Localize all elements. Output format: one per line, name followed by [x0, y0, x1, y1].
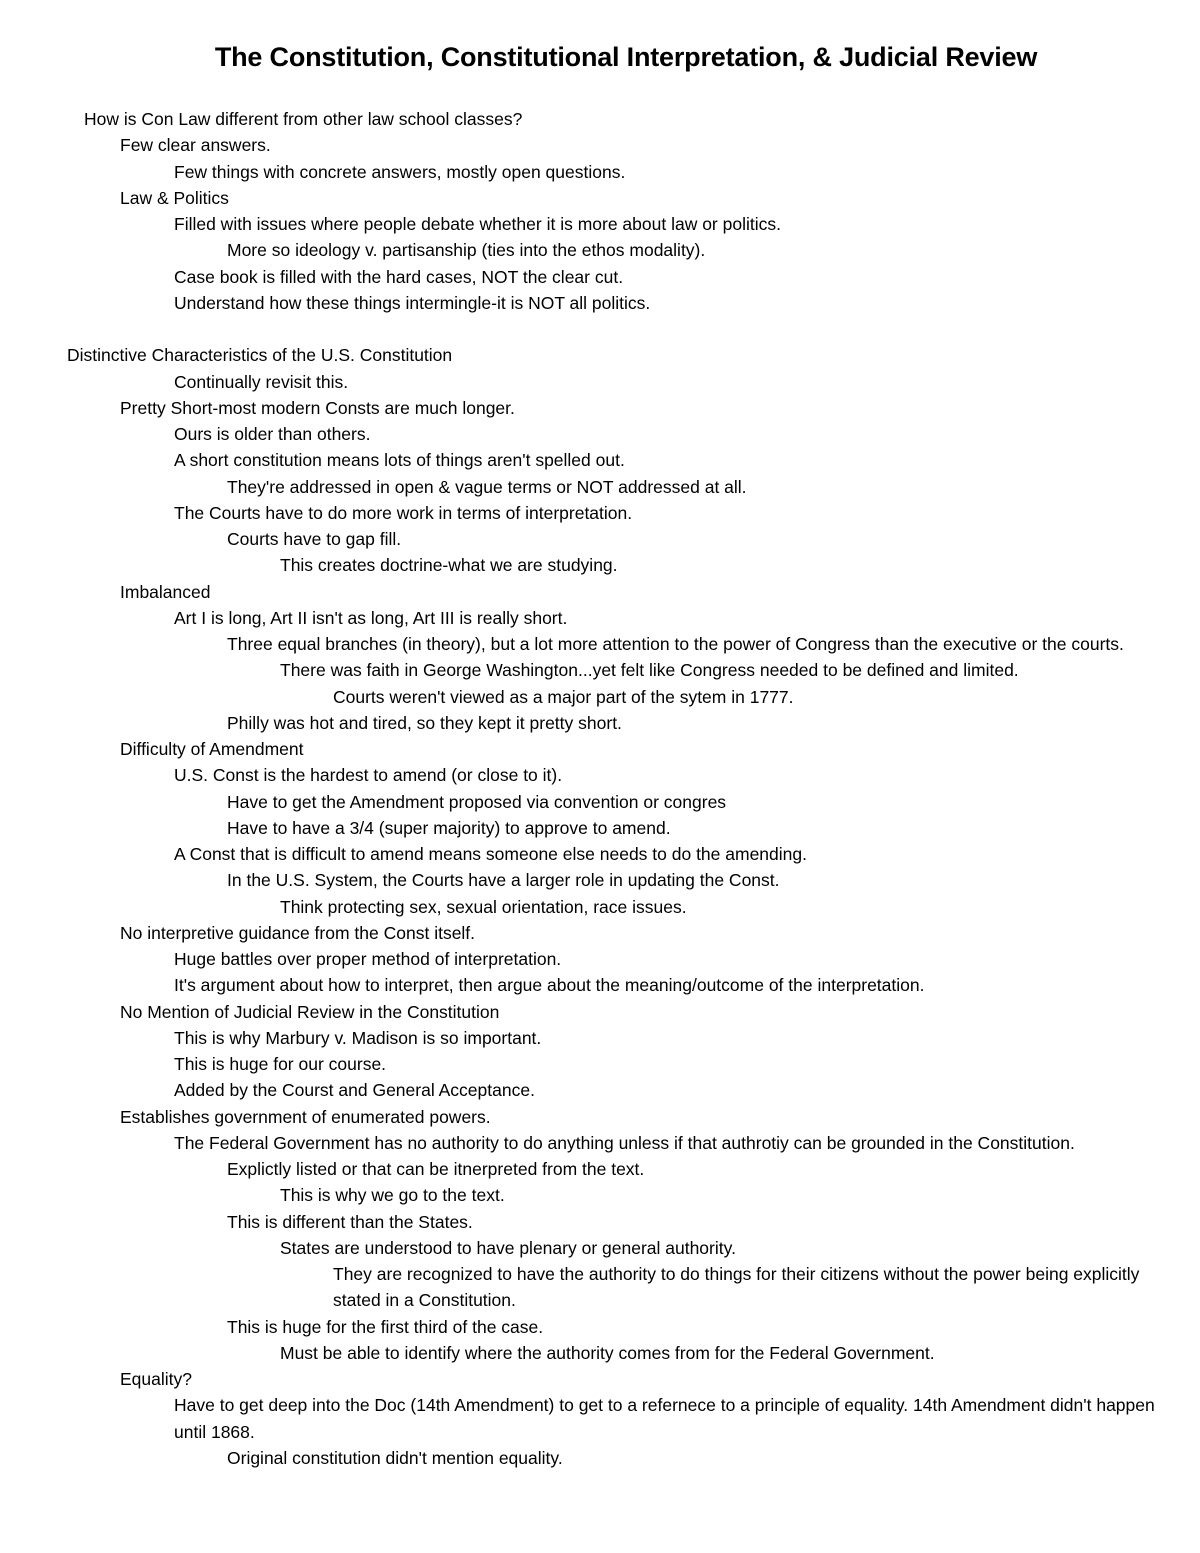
outline-line: Have to have a 3/4 (super majority) to approve to amend.: [227, 817, 671, 838]
outline-notes: [0, 106, 1200, 1471]
outline-line: More so ideology v. partisanship (ties into the ethos modality).: [227, 240, 706, 261]
outline-line: Distinctive Characteristics of the U.S. Constitution: [67, 345, 453, 366]
outline-line: This is why Marbury v. Madison is so important.: [174, 1027, 542, 1048]
outline-line: How is Con Law different from other law school classes?: [84, 109, 523, 129]
outline-line: Philly was hot and tired, so they kept it pretty short.: [227, 712, 622, 733]
outline-line: States are understood to have plenary or general authority.: [280, 1237, 736, 1258]
outline-line: This is why we go to the text.: [280, 1185, 505, 1206]
outline-line: Continually revisit this.: [174, 371, 349, 392]
outline-line: Added by the Courst and General Acceptance.: [174, 1080, 535, 1101]
outline-line: Ours is older than others.: [174, 424, 371, 444]
outline-line: They're addressed in open & vague terms or NOT addressed at all.: [227, 476, 747, 497]
document-title: The Constitution, Constitutional Interpretation, & Judicial Review: [214, 42, 1038, 72]
outline-line: Think protecting sex, sexual orientation, race issues.: [280, 896, 687, 917]
outline-line: There was faith in George Washington...yet felt like Congress needed to be defined and limited.: [280, 660, 1019, 681]
outline-line: This creates doctrine-what we are studying.: [280, 555, 618, 576]
outline-line: They are recognized to have the authority to do things for their citizens without the power being explicitly stated in a Constitution.: [333, 1264, 1140, 1311]
outline-line: Courts weren't viewed as a major part of the sytem in 1777.: [333, 686, 794, 707]
outline-line: Original constitution didn't mention equality.: [227, 1447, 563, 1468]
outline-line: Have to get deep into the Doc (14th Amendment) to get to a refernece to a principle of equality. 14th Amendment didn't happen until 1868.: [174, 1395, 1155, 1442]
outline-line: A Const that is difficult to amend means someone else needs to do the amending.: [174, 844, 807, 864]
outline-line: Few clear answers.: [120, 135, 271, 156]
blank-line: [0, 316, 1200, 342]
outline-line: Pretty Short-most modern Consts are much longer.: [120, 397, 515, 418]
outline-line: Few things with concrete answers, mostly open questions.: [174, 161, 626, 182]
outline-line: Law & Politics: [120, 187, 229, 208]
outline-line: Three equal branches (in theory), but a lot more attention to the power of Congress than the executive or the courts.: [227, 634, 1124, 654]
outline-line: This is huge for the first third of the case.: [227, 1316, 544, 1337]
outline-line: Huge battles over proper method of interpretation.: [174, 949, 562, 969]
outline-line: It's argument about how to interpret, then argue about the meaning/outcome of the interpretation.: [174, 975, 925, 996]
outline-line: This is different than the States.: [227, 1211, 473, 1232]
outline-line: In the U.S. System, the Courts have a larger role in updating the Const.: [227, 870, 780, 891]
outline-line: A short constitution means lots of things aren't spelled out.: [174, 450, 625, 471]
outline-line: Establishes government of enumerated powers.: [120, 1106, 491, 1127]
outline-line: This is huge for our course.: [174, 1054, 387, 1074]
outline-line: Have to get the Amendment proposed via convention or congres: [227, 791, 727, 812]
outline-line: No Mention of Judicial Review in the Constitution: [120, 1001, 500, 1022]
outline-line: No interpretive guidance from the Const itself.: [120, 922, 476, 943]
outline-line: Imbalanced: [120, 581, 211, 602]
outline-line: Equality?: [120, 1369, 192, 1389]
outline-line: The Courts have to do more work in terms of interpretation.: [174, 502, 633, 523]
outline-line: Courts have to gap fill.: [227, 529, 402, 549]
outline-line: The Federal Government has no authority to do anything unless if that authrotiy can be grounded in the Constitution.: [174, 1132, 1075, 1153]
outline-line: Filled with issues where people debate whether it is more about law or politics.: [174, 214, 781, 234]
outline-line: Art I is long, Art II isn't as long, Art III is really short.: [174, 607, 568, 628]
outline-line: Case book is filled with the hard cases, NOT the clear cut.: [174, 266, 624, 287]
outline-line: U.S. Const is the hardest to amend (or close to it).: [174, 765, 563, 786]
outline-line: Understand how these things intermingle-it is NOT all politics.: [174, 292, 651, 313]
outline-line: Must be able to identify where the authority comes from for the Federal Government.: [280, 1342, 935, 1363]
outline-line: Difficulty of Amendment: [120, 739, 304, 759]
outline-line: Explictly listed or that can be itnerpreted from the text.: [227, 1159, 645, 1179]
